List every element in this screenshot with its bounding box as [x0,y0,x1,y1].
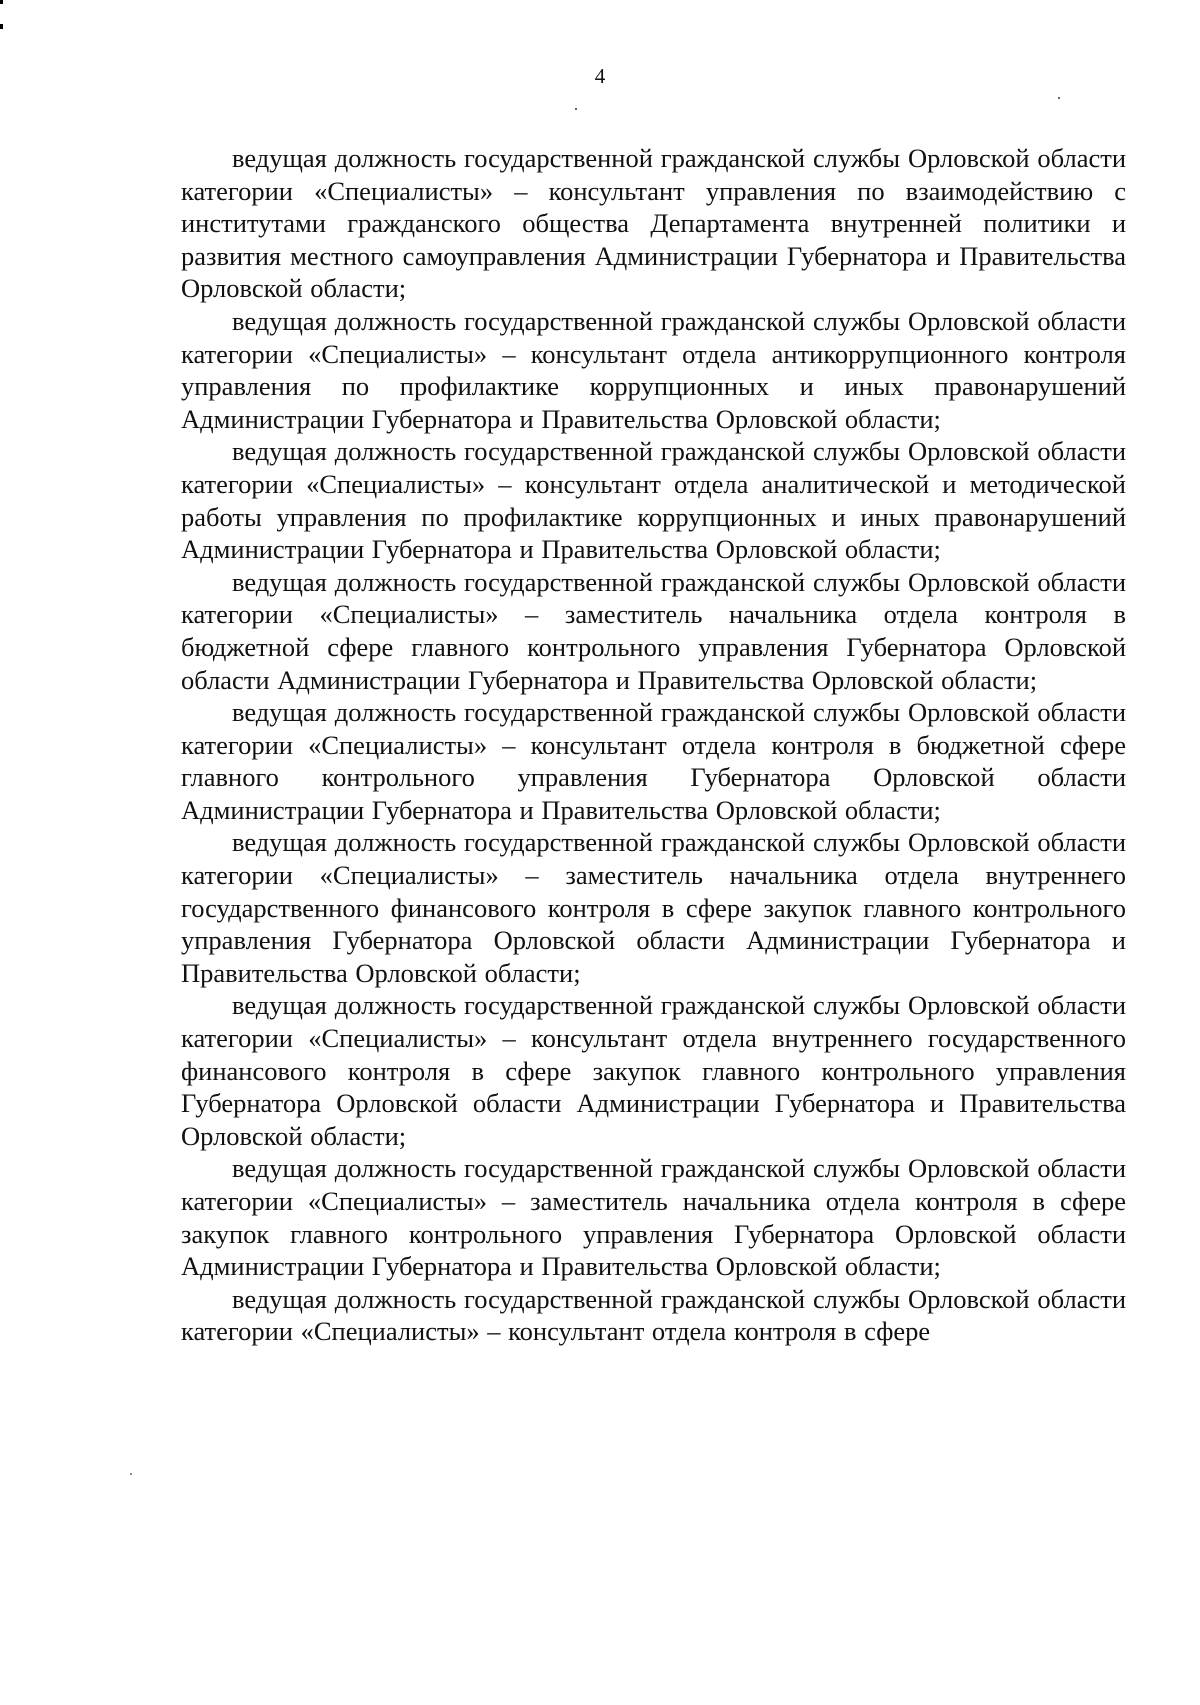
scan-artifact [575,108,577,110]
paragraph: ведущая должность государственной гражданской службы Орловской области категории «Специалисты» – консультант отдела контроля в сфере [181,1283,1126,1347]
paragraph: ведущая должность государственной гражданской службы Орловской области категории «Специалисты» – консультант отдела антикоррупционного контроля управления по профилактике коррупционных и иных правонарушений Администрации Губернатора и Правительства Орловской области; [181,305,1126,434]
paragraph: ведущая должность государственной гражданской службы Орловской области категории «Специалисты» – консультант отдела аналитической и методической работы управления по профилактике коррупционных и иных правонарушений Администрации Губернатора и Правительства Орловской области; [181,436,1126,565]
paragraph: ведущая должность государственной гражданской службы Орловской области категории «Специалисты» – заместитель начальника отдела контроля в бюджетной сфере главного контрольного управления Губернатора Орловской области Администрации Губернатора и Правительства Орловской области; [181,566,1126,695]
paragraph: ведущая должность государственной гражданской службы Орловской области категории «Специалисты» – заместитель начальника отдела внутреннего государственного финансового контроля в сфере закупок главного контрольного управления Губернатора Орловской области Администрации Губернатора и Правительства Орловской области; [181,827,1126,988]
scan-artifact [0,0,3,4]
paragraph: ведущая должность государственной гражданской службы Орловской области категории «Специалисты» – заместитель начальника отдела контроля в сфере закупок главного контрольного управления Губернатора Орловской области Администрации Губернатора и Правительства Орловской области; [181,1153,1126,1282]
scan-artifact [0,24,3,29]
scan-artifact [130,1473,132,1475]
scan-artifact [1058,97,1060,99]
document-body [181,142,1126,1348]
paragraph: ведущая должность государственной гражданской службы Орловской области категории «Специалисты» – консультант отдела внутреннего государственного финансового контроля в сфере закупок главного контрольного управления Губернатора Орловской области Администрации Губернатора и Правительства Орловской области; [181,990,1126,1151]
paragraph: ведущая должность государственной гражданской службы Орловской области категории «Специалисты» – консультант управления по взаимодействию с институтами гражданского общества Департамента внутренней политики и развития местного самоуправления Администрации Губернатора и Правительства Орловской области; [181,143,1126,304]
page-number: 4 [594,64,606,88]
paragraph: ведущая должность государственной гражданской службы Орловской области категории «Специалисты» – консультант отдела контроля в бюджетной сфере главного контрольного управления Губернатора Орловской области Администрации Губернатора и Правительства Орловской области; [181,697,1126,825]
